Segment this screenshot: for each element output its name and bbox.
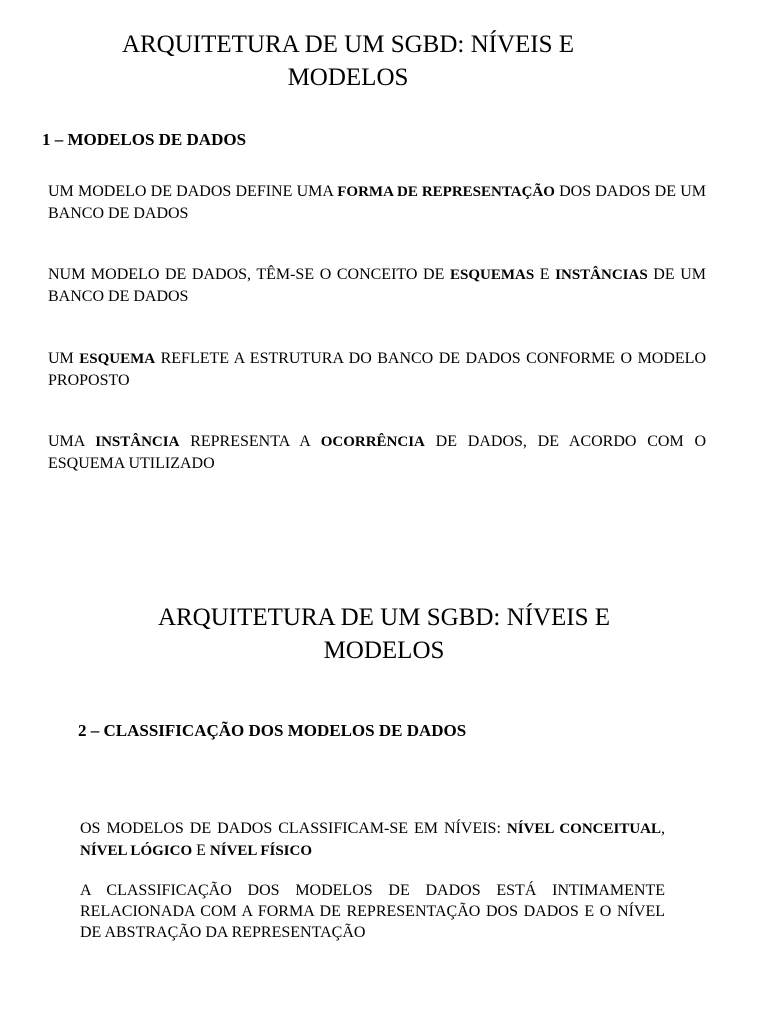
paragraph-esquemas-instancias — [48, 264, 706, 307]
bold-term: FORMA DE REPRESENTAÇÃO — [337, 184, 555, 200]
slide-2-title: ARQUITETURA DE UM SGBD: NÍVEIS E MODELOS — [157, 604, 611, 664]
text-segment: UM MODELO DE DADOS DEFINE UMA — [48, 183, 338, 200]
bold-term: NÍVEL CONCEITUAL — [506, 821, 662, 837]
slide-1-title: ARQUITETURA DE UM SGBD: NÍVEIS E MODELOS — [121, 31, 575, 91]
text-segment: E — [192, 842, 210, 859]
bold-term: NÍVEL LÓGICO — [80, 843, 193, 859]
paragraph-classificacao: A CLASSIFICAÇÃO DOS MODELOS DE DADOS ESTÁ INTIMAMENTE RELACIONADA COM A FORMA DE REPRESENTAÇÃO DOS DADOS E O NÍVEL DE ABSTRAÇÃO DA REPRESENTAÇÃO — [80, 882, 665, 941]
text-segment: DE UM BANCO DE DADOS — [48, 266, 706, 305]
text-segment: OS MODELOS DE DADOS CLASSIFICAM-SE EM NÍVEIS: — [80, 820, 507, 837]
bold-term: NÍVEL FÍSICO — [209, 843, 313, 859]
text-segment: NUM MODELO DE DADOS, TÊM-SE O CONCEITO DE — [48, 266, 450, 283]
bold-term: INSTÂNCIAS — [555, 267, 648, 283]
bold-term: INSTÂNCIA — [95, 434, 180, 450]
bold-term: OCORRÊNCIA — [320, 434, 425, 450]
text-segment: UM — [48, 350, 80, 367]
text-segment: DOS DADOS DE UM BANCO DE DADOS — [48, 183, 706, 222]
text-segment: , — [661, 820, 666, 837]
text-segment: E — [534, 266, 556, 283]
text-segment: REFLETE A ESTRUTURA DO BANCO DE DADOS CONFORME O MODELO PROPOSTO — [48, 350, 707, 389]
slide-2-heading: 2 – CLASSIFICAÇÃO DOS MODELOS DE DADOS — [78, 721, 467, 740]
paragraph-esquema — [48, 348, 706, 391]
text-segment: UMA — [48, 433, 96, 450]
bold-term: ESQUEMA — [79, 351, 156, 367]
bold-term: ESQUEMAS — [449, 267, 535, 283]
paragraph-instancia — [48, 431, 706, 474]
text-segment: REPRESENTA A — [179, 433, 321, 450]
slide-1-heading: 1 – MODELOS DE DADOS — [42, 130, 247, 149]
text-segment: DE DADOS, DE ACORDO COM O ESQUEMA UTILIZADO — [48, 433, 707, 472]
paragraph-modelo-de-dados — [48, 181, 706, 224]
paragraph-niveis — [80, 818, 665, 862]
